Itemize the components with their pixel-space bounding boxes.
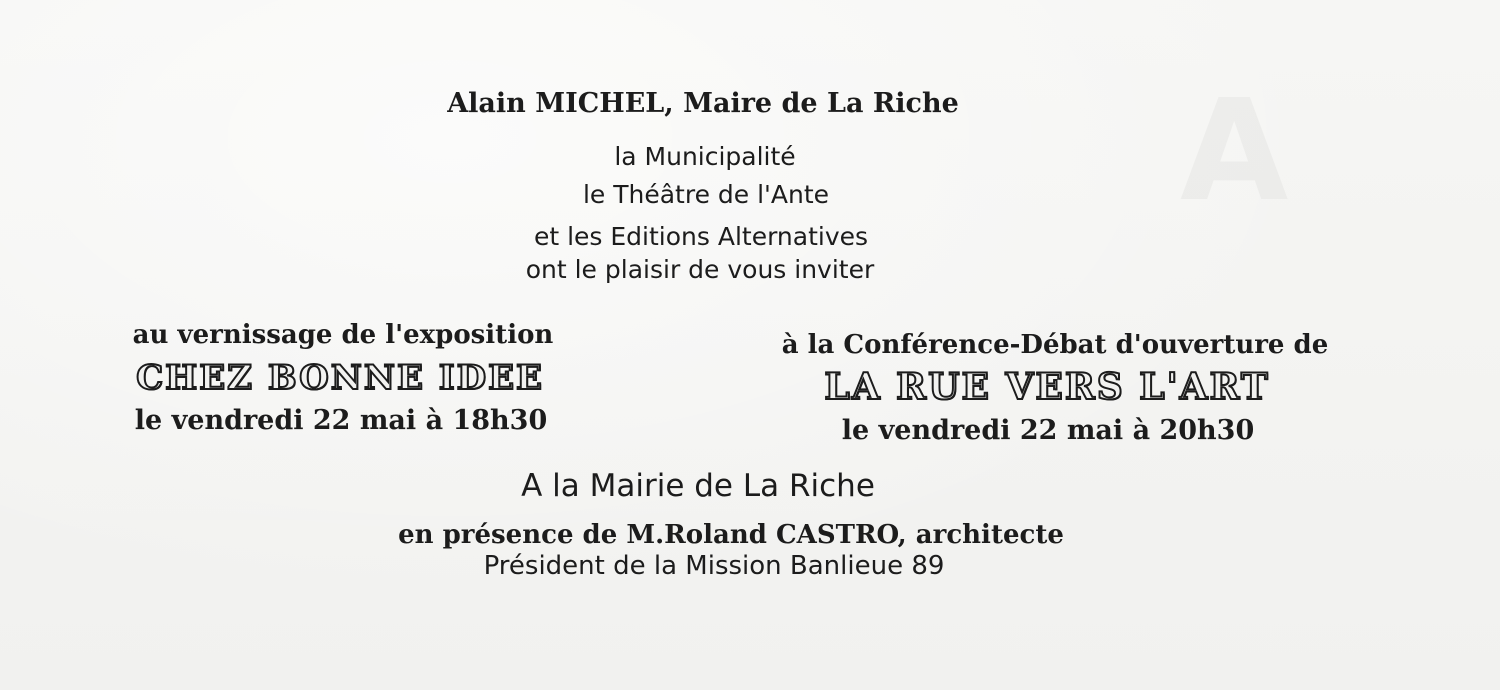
left-event-intro: au vernissage de l'exposition <box>132 320 554 350</box>
right-event-title: LA RUE VERS L'ART <box>824 366 1270 408</box>
venue-place: A la Mairie de La Riche <box>521 468 875 504</box>
host-name-line: Alain MICHEL, Maire de La Riche <box>447 88 959 119</box>
background-watermark <box>1180 70 1298 233</box>
host-line-invite: ont le plaisir de vous inviter <box>525 255 875 284</box>
host-line-editions: et les Editions Alternatives <box>533 222 869 251</box>
left-event-title: CHEZ BONNE IDEE <box>136 358 544 398</box>
right-event-date: le vendredi 22 mai à 20h30 <box>841 415 1255 446</box>
venue-role: Président de la Mission Banlieue 89 <box>483 551 945 581</box>
host-line-municipalite: la Municipalité <box>614 142 796 171</box>
host-line-theatre: le Théâtre de l'Ante <box>582 180 830 209</box>
venue-presence: en présence de M.Roland CASTRO, architecte <box>398 520 1064 550</box>
left-event-date: le vendredi 22 mai à 18h30 <box>134 405 548 436</box>
right-event-intro: à la Conférence-Débat d'ouverture de <box>781 330 1329 360</box>
